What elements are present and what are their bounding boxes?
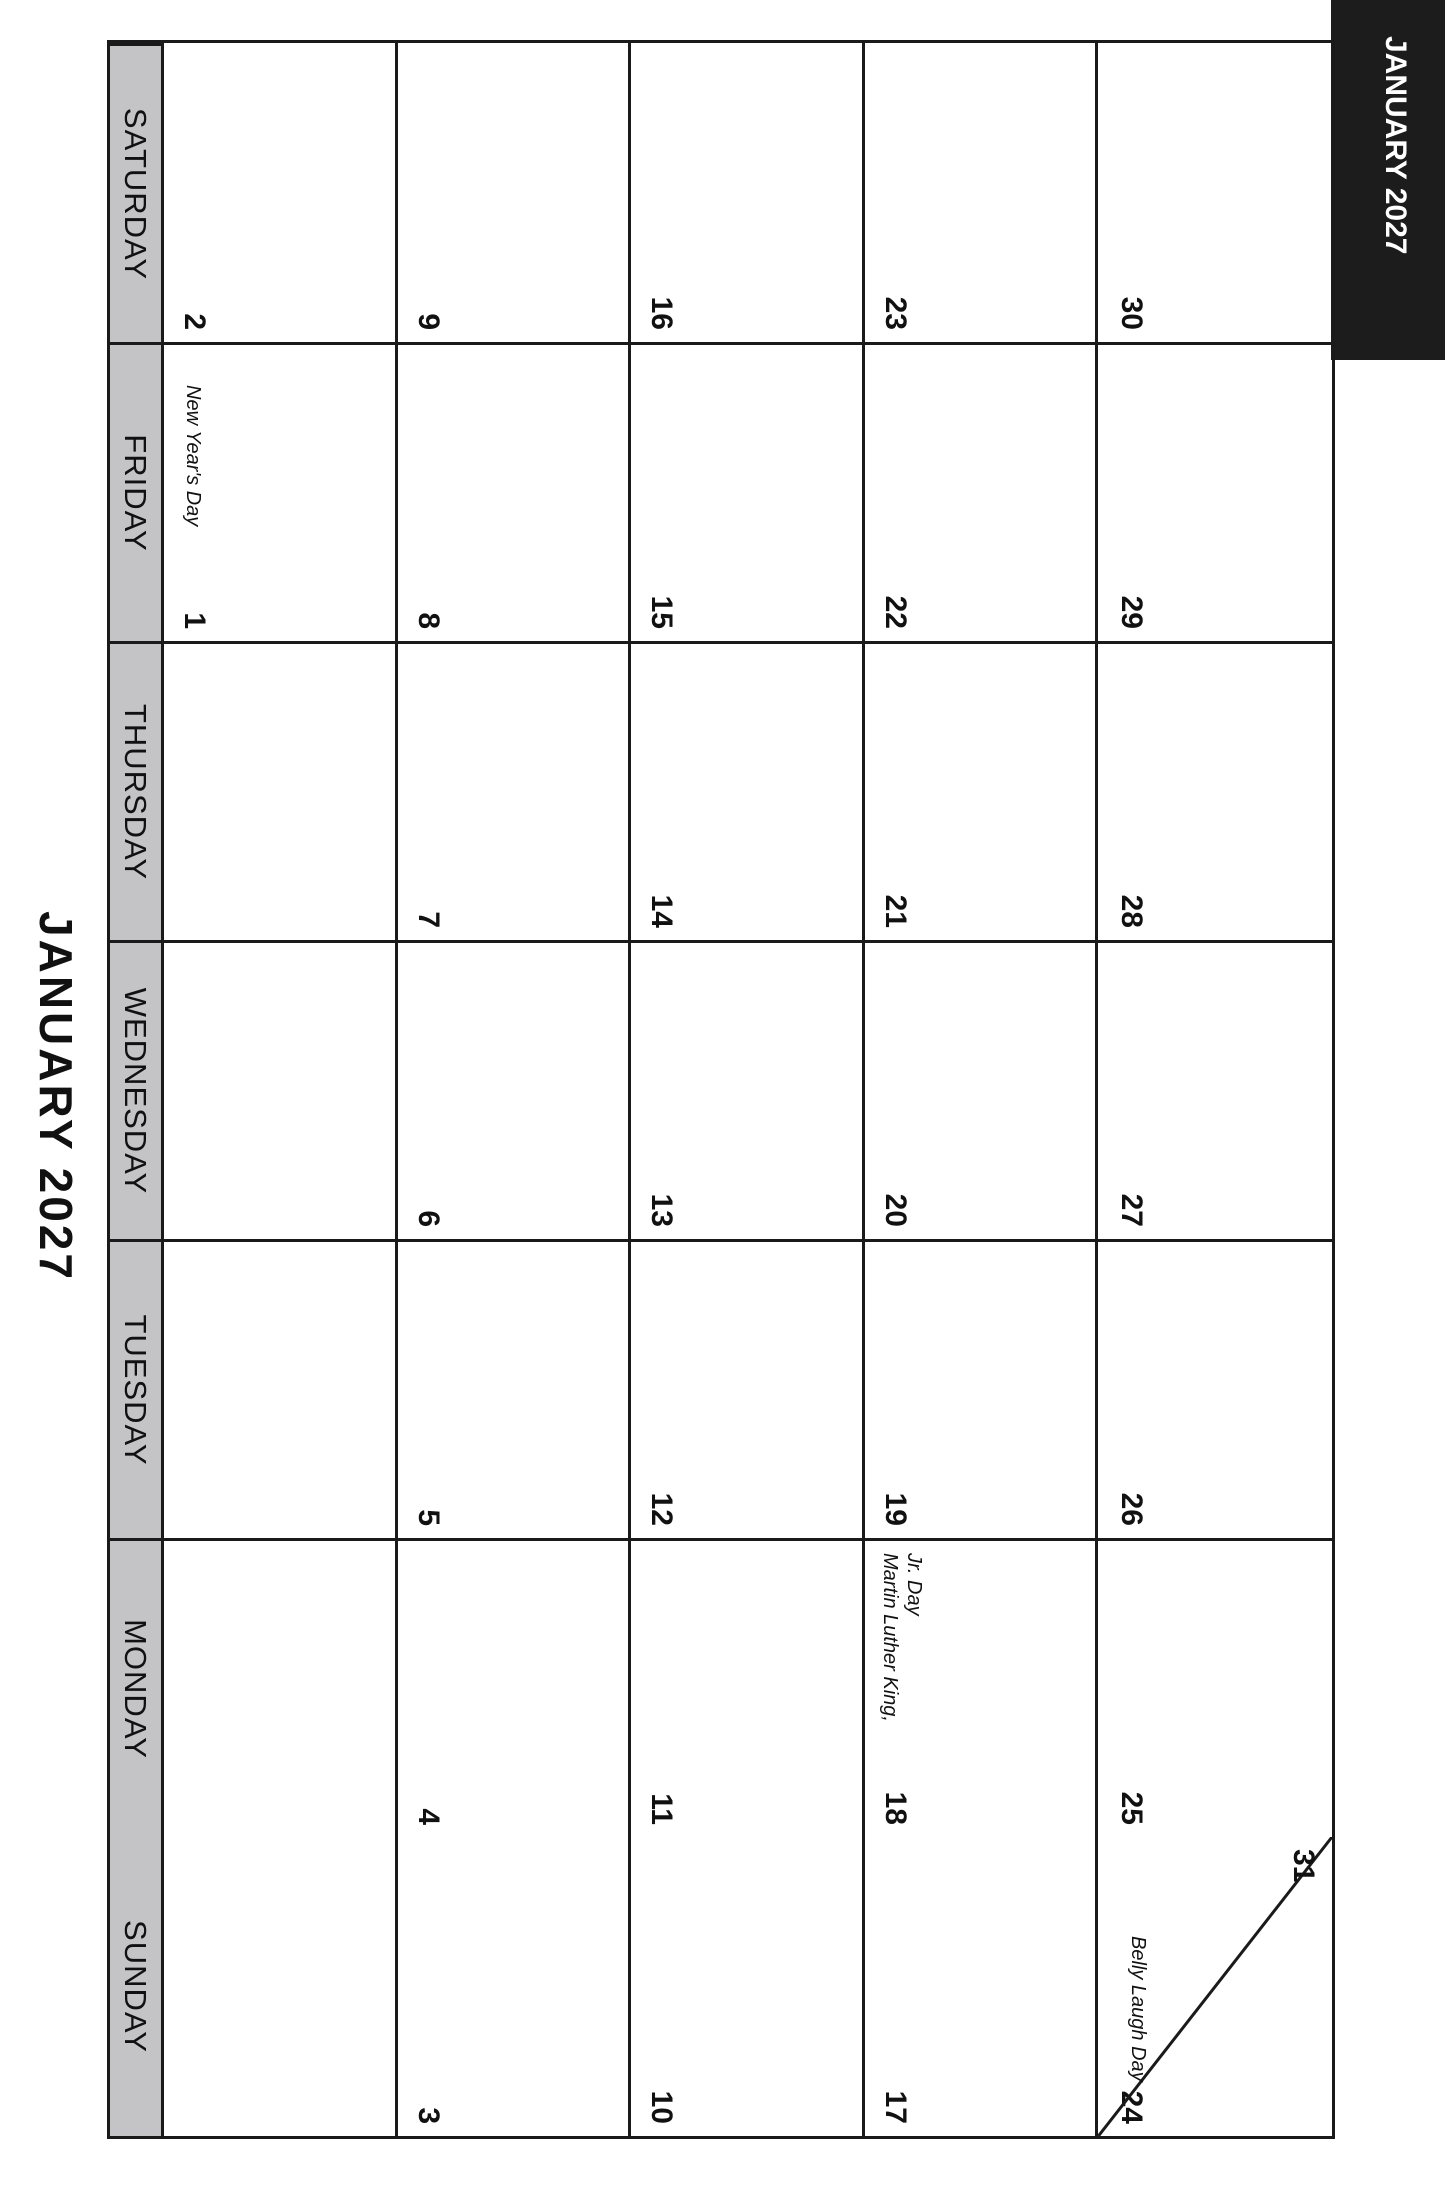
day-number: 2 bbox=[178, 313, 212, 330]
day-cell[interactable] bbox=[398, 1239, 632, 1538]
day-cell[interactable] bbox=[164, 342, 398, 641]
day-number: 11 bbox=[645, 1793, 679, 1825]
weekday-header-thursday: THURSDAY bbox=[110, 641, 161, 940]
day-cell[interactable] bbox=[865, 1837, 1099, 2136]
day-number: 18 bbox=[878, 1791, 912, 1825]
day-number: 7 bbox=[411, 911, 445, 928]
day-cell[interactable] bbox=[865, 43, 1099, 342]
month-tab[interactable] bbox=[1331, 0, 1445, 360]
day-number: 10 bbox=[645, 2090, 679, 2124]
day-cell[interactable] bbox=[398, 342, 632, 641]
day-number: 16 bbox=[645, 296, 679, 330]
day-number: 26 bbox=[1115, 1492, 1149, 1526]
month-title: JANUARY 2027 bbox=[30, 911, 82, 1282]
day-cell[interactable] bbox=[1098, 342, 1332, 641]
day-number: 22 bbox=[878, 595, 912, 629]
holiday-mlk-day-line1: Martin Luther King, bbox=[878, 1553, 901, 1722]
day-cell[interactable] bbox=[631, 1538, 865, 1837]
day-cell[interactable] bbox=[1098, 641, 1332, 940]
day-number: 15 bbox=[645, 595, 679, 629]
day-cell[interactable] bbox=[164, 940, 398, 1239]
day-number: 21 bbox=[878, 894, 912, 928]
day-cell[interactable] bbox=[631, 342, 865, 641]
day-number: 3 bbox=[411, 2107, 445, 2124]
day-number: 24 bbox=[1115, 2090, 1149, 2124]
day-cell[interactable] bbox=[1098, 1239, 1332, 1538]
day-number: 25 bbox=[1115, 1791, 1149, 1825]
day-cell[interactable] bbox=[865, 342, 1099, 641]
day-number: 27 bbox=[1115, 1193, 1149, 1227]
weekday-header-row bbox=[110, 43, 164, 2136]
day-number: 30 bbox=[1115, 296, 1149, 330]
holiday-new-years-day: New Year's Day bbox=[182, 385, 205, 527]
day-cell[interactable] bbox=[1098, 1538, 1332, 1837]
weekday-header-wednesday: WEDNESDAY bbox=[110, 940, 161, 1239]
calendar-grid bbox=[107, 40, 1335, 2139]
weekday-header-saturday: SATURDAY bbox=[110, 43, 161, 342]
day-cell[interactable] bbox=[631, 641, 865, 940]
day-cell[interactable] bbox=[865, 940, 1099, 1239]
day-number: 13 bbox=[645, 1193, 679, 1227]
day-number: 5 bbox=[411, 1509, 445, 1526]
day-number: 28 bbox=[1115, 894, 1149, 928]
day-cell[interactable] bbox=[398, 1837, 632, 2136]
day-number: 6 bbox=[411, 1210, 445, 1227]
weekday-header-monday: MONDAY bbox=[110, 1538, 161, 1837]
day-cell[interactable] bbox=[865, 1239, 1099, 1538]
day-cell[interactable] bbox=[164, 43, 398, 342]
weekday-header-friday: FRIDAY bbox=[110, 342, 161, 641]
day-cell[interactable] bbox=[398, 43, 632, 342]
day-cell[interactable] bbox=[398, 1538, 632, 1837]
day-number: 4 bbox=[411, 1808, 445, 1825]
day-cell[interactable] bbox=[164, 641, 398, 940]
weekday-header-tuesday: TUESDAY bbox=[110, 1239, 161, 1538]
day-cell[interactable] bbox=[631, 43, 865, 342]
day-cell[interactable] bbox=[1098, 940, 1332, 1239]
day-cell[interactable] bbox=[398, 940, 632, 1239]
day-cell[interactable] bbox=[164, 1538, 398, 1837]
day-number: 19 bbox=[878, 1492, 912, 1526]
day-number: 17 bbox=[878, 2090, 912, 2124]
day-number: 14 bbox=[645, 894, 679, 928]
day-number: 23 bbox=[878, 296, 912, 330]
day-number: 12 bbox=[645, 1492, 679, 1526]
weekday-header-sunday: SUNDAY bbox=[118, 1920, 154, 2053]
day-cell[interactable] bbox=[631, 1837, 865, 2136]
day-cell[interactable] bbox=[631, 940, 865, 1239]
day-cell[interactable] bbox=[631, 1239, 865, 1538]
day-cell[interactable] bbox=[398, 641, 632, 940]
day-cell[interactable] bbox=[1098, 1837, 1332, 2136]
month-tab-label: JANUARY 2027 bbox=[1379, 36, 1412, 255]
day-cell[interactable] bbox=[164, 1239, 398, 1538]
holiday-belly-laugh-day: Belly Laugh Day bbox=[1127, 1936, 1150, 2082]
day-cell[interactable] bbox=[865, 641, 1099, 940]
day-number: 8 bbox=[411, 612, 445, 629]
day-cell[interactable] bbox=[1098, 43, 1332, 342]
day-number: 1 bbox=[178, 612, 212, 629]
day-number-31: 31 bbox=[1287, 1849, 1320, 1883]
day-cell[interactable] bbox=[164, 1837, 398, 2136]
day-number: 9 bbox=[411, 313, 445, 330]
day-number: 20 bbox=[878, 1193, 912, 1227]
day-number: 29 bbox=[1115, 595, 1149, 629]
day-cell[interactable] bbox=[865, 1538, 1099, 1837]
holiday-mlk-day-line2: Jr. Day bbox=[902, 1553, 925, 1616]
